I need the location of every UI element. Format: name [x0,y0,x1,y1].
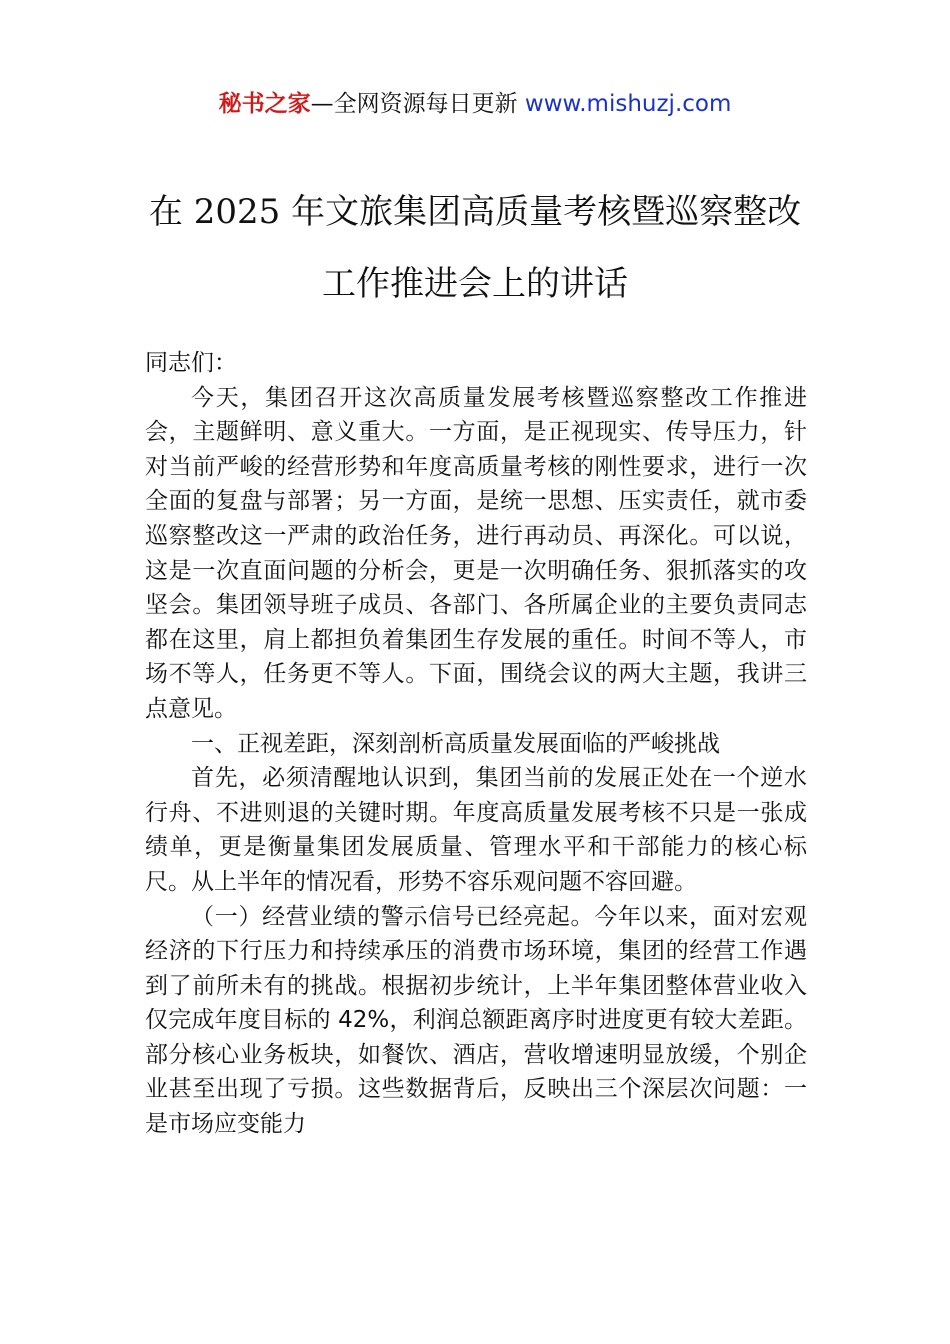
title-line-1: 在 2025 年文旅集团高质量考核暨巡察整改 [148,192,802,232]
site-url-link[interactable]: www.mishuzj.com [524,91,732,117]
paragraph-intro: 今天，集团召开这次高质量发展考核暨巡察整改工作推进会，主题鲜明、意义重大。一方面，是正视现实、传导压力，针对当前严峻的经营形势和年度高质量考核的刚性要求，进行一次全面的复盘与部署；另一方面，是统一思想、压实责任，就市委巡察整改这一严肃的政治任务，进行再动员、再深化。可以说，这是一次直面问题的分析会，更是一次明确任务、狠抓落实的攻坚会。集团领导班子成员、各部门、各所属企业的主要负责同志都在这里，肩上都担负着集团生存发展的重任。时间不等人，市场不等人，任务更不等人。下面，围绕会议的两大主题，我讲三点意见。 [145,384,807,722]
paragraph-subsection-1: （一）经营业绩的警示信号已经亮起。今年以来，面对宏观经济的下行压力和持续承压的消费市场环境，集团的经营工作遇到了前所未有的挑战。根据初步统计，上半年集团整体营业收入仅完成年度目标的 42%，利润总额距离序时进度更有较大差距。部分核心业务板块，如餐饮、酒店，营收增速明显放缓，个别企业甚至出现了亏损。这些数据背后，反映出三个深层次问题：一是市场应变能力 [145,903,807,1138]
title-line-2: 工作推进会上的讲话 [322,264,628,304]
document-title [100,176,850,320]
site-header [0,86,950,122]
brand-name: 秘书之家 [218,91,311,117]
paragraph-section-1: 首先，必须清醒地认识到，集团当前的发展正处在一个逆水行舟、不进则退的关键时期。年度高质量发展考核不只是一张成绩单，更是衡量集团发展质量、管理水平和干部能力的核心标尺。从上半年的情况看，形势不容乐观问题不容回避。 [145,765,807,895]
salutation: 同志们： [145,350,237,376]
header-tagline: —全网资源每日更新 [310,91,525,117]
section-heading-1: 一、正视差距，深刻剖析高质量发展面临的严峻挑战 [191,730,720,757]
document-body [145,346,807,1142]
